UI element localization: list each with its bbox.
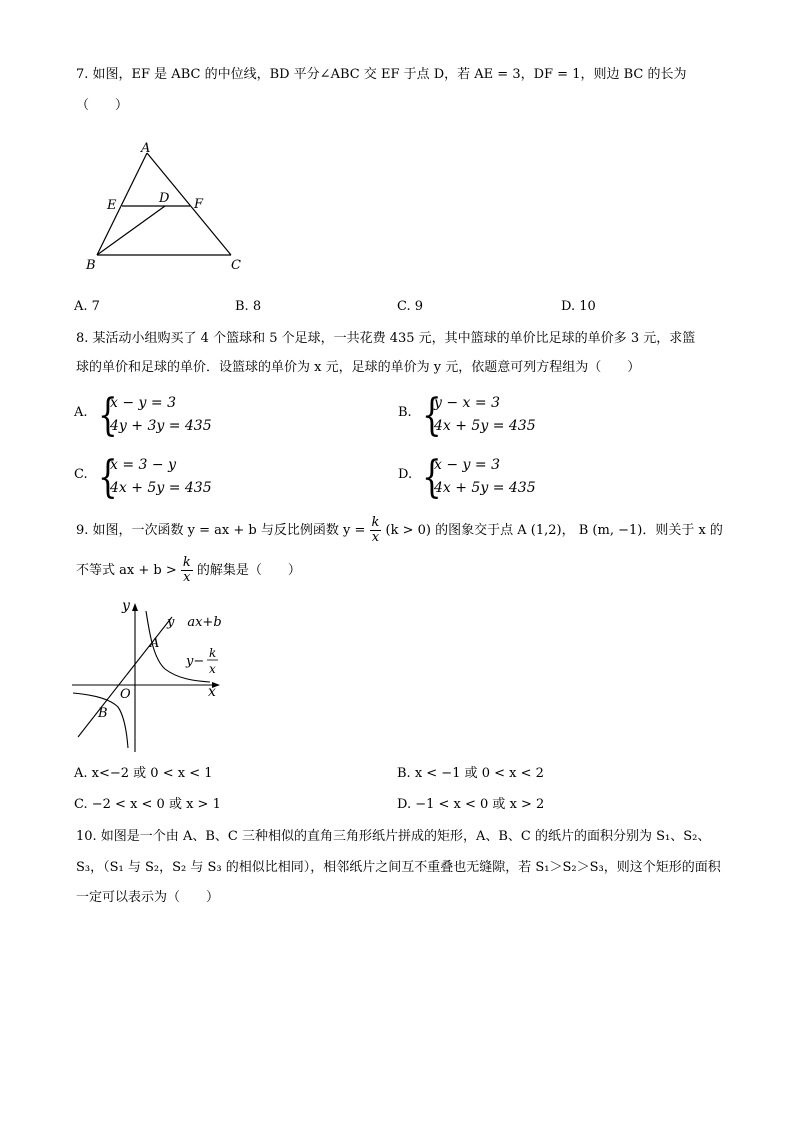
- q7-stem-line2: （ ）: [76, 98, 129, 113]
- label-a: A: [141, 141, 151, 156]
- label-y-axis: y: [122, 598, 130, 614]
- option-label: D.: [398, 467, 413, 482]
- option-label: B.: [398, 405, 412, 420]
- q7-option-a[interactable]: A. 7: [74, 299, 100, 314]
- q9-option-d[interactable]: D. −1 < x < 0 或 x > 2: [397, 797, 545, 812]
- label-line: y ax+b: [167, 615, 222, 630]
- equation-1: x − y = 3: [110, 395, 176, 411]
- linear-function-line: [78, 617, 172, 737]
- q9-stem-line2: [76, 556, 301, 586]
- label-point-a: A: [150, 636, 160, 651]
- q9-stem-line1: [76, 516, 723, 546]
- label-origin: O: [120, 687, 131, 702]
- q10-stem-line1: 10. 如图是一个由 A、B、C 三种相似的直角三角形纸片拼成的矩形，A、B、C 的纸片的面积分别为 S₁、S₂、: [76, 829, 711, 844]
- q9-stem-part3: 不等式 ax + b >: [76, 563, 177, 578]
- label-point-b: B: [98, 706, 108, 721]
- label-f: F: [194, 197, 204, 212]
- bisector-bd: [97, 206, 165, 255]
- brace-icon: {: [422, 390, 442, 441]
- brace-icon: {: [422, 452, 442, 503]
- label-e: E: [107, 198, 117, 213]
- equation-1: y − x = 3: [434, 395, 500, 411]
- option-label: A.: [74, 405, 88, 420]
- equation-2: 4y + 3y = 435: [110, 418, 212, 434]
- fraction-k-over-x: $\frac{k}{x}$: [182, 555, 191, 585]
- q7-option-c[interactable]: C. 9: [397, 299, 424, 314]
- q9-function-graph: [70, 597, 230, 757]
- q9-option-c[interactable]: C. −2 < x < 0 或 x > 1: [74, 797, 221, 812]
- edge-ab: [97, 153, 147, 255]
- q9-stem-part2: (k > 0) 的图象交于点 A (1,2)， B (m, −1)．则关于 x 的: [385, 523, 723, 538]
- fraction-k-over-x: $\frac{k}{x}$: [371, 515, 380, 545]
- equation-2: 4x + 5y = 435: [434, 418, 536, 434]
- option-label: C.: [74, 467, 88, 482]
- brace-icon: {: [98, 452, 118, 503]
- label-d: D: [159, 191, 170, 206]
- q9-option-a[interactable]: A. x<−2 或 0 < x < 1: [74, 766, 213, 781]
- q7-option-b[interactable]: B. 8: [235, 299, 262, 314]
- label-x-axis: x: [208, 684, 216, 700]
- brace-icon: {: [98, 390, 118, 441]
- q7-stem-line1: 7. 如图，EF 是 ABC 的中位线，BD 平分∠ABC 交 EF 于点 D，若 AE = 3，DF = 1，则边 BC 的长为: [76, 67, 687, 82]
- q10-stem-line3: 一定可以表示为（ ）: [76, 890, 220, 905]
- q7-option-d[interactable]: D. 10: [561, 299, 596, 314]
- label-curve-x: x: [209, 662, 216, 676]
- equation-1: x = 3 − y: [110, 457, 176, 473]
- q10-stem-line2: S₃，（S₁ 与 S₂，S₂ 与 S₃ 的相似比相同），相邻纸片之间互不重叠也无缝隙，若 S₁＞S₂＞S₃，则这个矩形的面积: [76, 860, 721, 875]
- equation-2: 4x + 5y = 435: [434, 480, 536, 496]
- q7-triangle-figure: [80, 140, 260, 280]
- equation-1: x − y = 3: [434, 457, 500, 473]
- q9-stem-part4: 的解集是（ ）: [196, 563, 301, 578]
- y-axis-arrow-icon: [132, 603, 138, 611]
- label-curve: y−: [186, 654, 205, 669]
- label-b: B: [86, 258, 96, 273]
- q8-stem-line1: 8. 某活动小组购买了 4 个篮球和 5 个足球，一共花费 435 元，其中篮球的单价比足球的单价多 3 元，求篮: [76, 331, 696, 346]
- label-c: C: [231, 258, 241, 273]
- label-curve-k: k: [209, 646, 217, 660]
- q9-option-b[interactable]: B. x < −1 或 0 < x < 2: [397, 766, 544, 781]
- q9-stem-part1: 9. 如图，一次函数 y = ax + b 与反比例函数 y =: [76, 523, 366, 538]
- q8-stem-line2: 球的单价和足球的单价．设篮球的单价为 x 元，足球的单价为 y 元，依题意可列方程组为（ ）: [76, 360, 641, 375]
- equation-2: 4x + 5y = 435: [110, 480, 212, 496]
